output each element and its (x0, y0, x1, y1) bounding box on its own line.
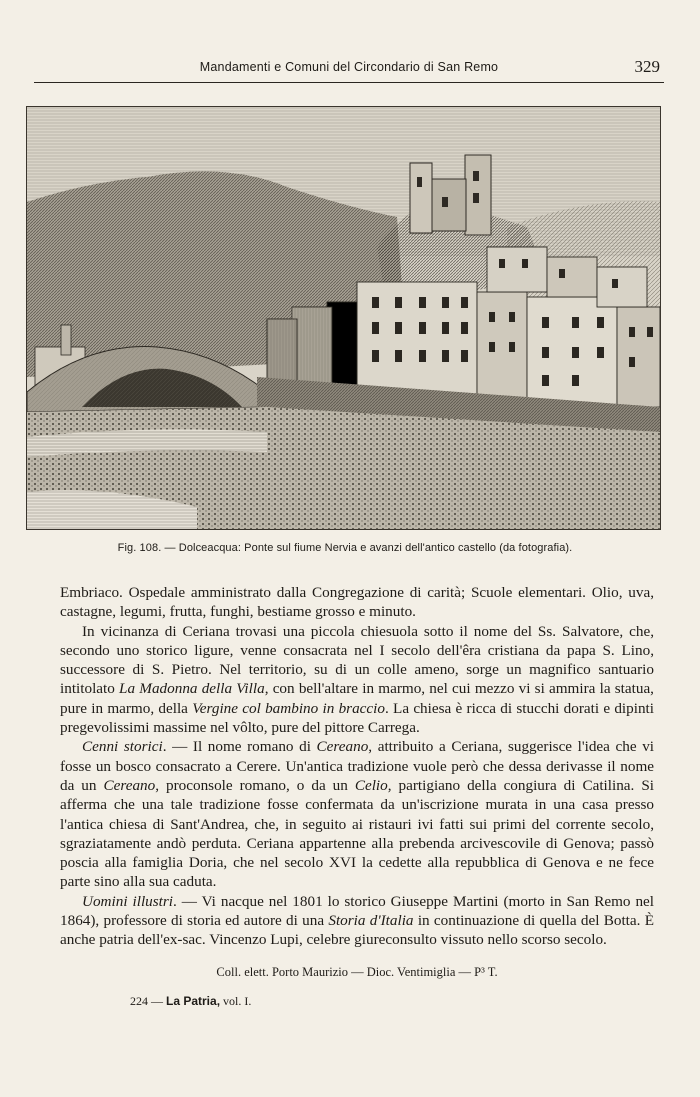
signature-volume: vol. I. (223, 994, 252, 1008)
paragraph-uomini-illustri (60, 892, 654, 950)
paragraph-chiesuola (60, 622, 654, 738)
electoral-footer: Coll. elett. Porto Maurizio — Dioc. Ventimiglia — P³ T. (216, 965, 498, 979)
paragraph-ospedale: Embriaco. Ospedale amministrato dalla Congregazione di carità; Scuole elementari. Olio, uva, castagne, legumi, frutta, funghi, bestiame grosso e minuto. (60, 584, 654, 621)
text-span: in continuazione di quella del Botta. È anche patria dell'ex-sac. Vincenzo Lupi, celebre giureconsulto vissuto nello scorso secolo. (60, 912, 654, 949)
text-span: . — Vi nacque nel 1801 lo storico Giuseppe Martini (morto in San Remo nel 1864), professore di storia ed autore di una (60, 892, 655, 930)
text-span: . — Il nome romano di (162, 738, 317, 756)
section-heading: Cenni storici (82, 738, 163, 756)
italic-name: Cereano (103, 776, 156, 794)
text-span: . La chiesa è ricca di stucchi dorati e dipinti pregevolissimi massime nel vôlto, pure del pittore Carrega. (60, 699, 654, 737)
running-head (34, 56, 664, 83)
signature-number: 224 — (130, 994, 163, 1008)
text-span: , partigiano della congiura di Catilina. Si afferma che una tale tradizione fosse confermata da un'iscrizione murata in una casa presso l'antica chiesa di Sant'Andrea, che, in seguito ai ristauri ivi fatti sui primi del corrente secolo, sgraziatamente andò perduta. Ceriana appartenne alla prebenda arcivescovile di Genova; passò poscia alla famiglia Doria, che nel secolo XVI la cedette alla repubblica di Genova e ne fece parte sino alla sua caduta. (60, 776, 654, 891)
paragraph-cenni-storici (60, 737, 654, 891)
text-span: In vicinanza di Ceriana trovasi una piccola chiesuola sotto il nome del Ss. Salvatore, che, secondo uno storico ligure, venne consacrata nel I secolo dell'êra cristiana da papa S. Lino, successore di S. Pietro. Nel territorio, su di un colle ameno, sorge un magnifico santuario intitolato (60, 622, 654, 698)
figure-caption: Fig. 108. — Dolceacqua: Ponte sul fiume Nervia e avanzi dell'antico castello (da fotografia). (117, 542, 573, 554)
italic-title: Vergine col bambino in braccio (192, 699, 385, 717)
body-text (60, 583, 654, 950)
section-heading: Uomini illustri (82, 892, 174, 910)
text-span: , proconsole romano, o da un (155, 776, 355, 794)
text-span: , attribuito a Ceriana, suggerisce l'idea che vi fosse un bosco consacrato a Cerere. Un'antica tradizione vuole però che dessa derivasse il nome da un (60, 738, 655, 794)
italic-name: Celio (354, 776, 388, 794)
engraving-svg (27, 107, 660, 529)
engraving-illustration (26, 106, 661, 530)
page-number: 329 (634, 57, 660, 76)
printer-signature (130, 994, 251, 1009)
italic-name: Cereano (316, 738, 369, 756)
italic-title: Storia d'Italia (328, 912, 414, 930)
signature-title: La Patria, (166, 994, 221, 1008)
italic-title: La Madonna della Villa (119, 680, 265, 698)
text-span: , con bell'altare in marmo, nel cui mezzo vi si ammira la statua, pure in marmo, della (60, 680, 654, 717)
running-title: Mandamenti e Comuni del Circondario di San Remo (199, 60, 499, 74)
